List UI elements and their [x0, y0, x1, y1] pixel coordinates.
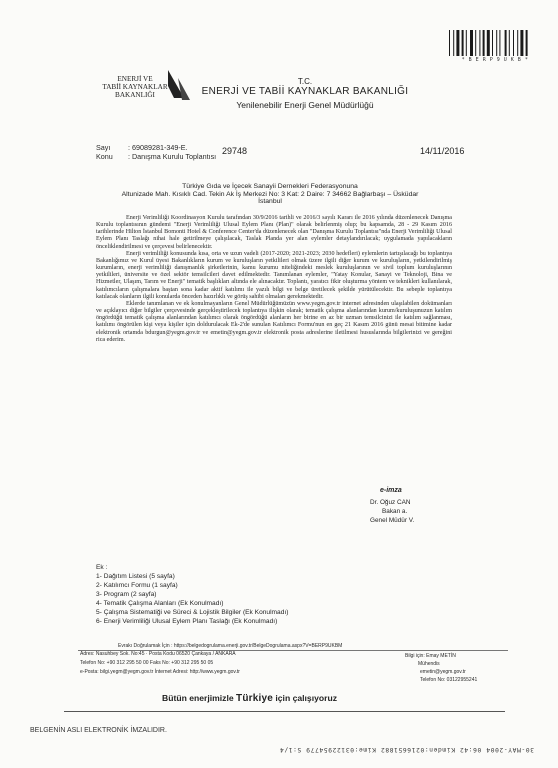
attachment-item: 3- Program (2 sayfa): [96, 591, 157, 598]
logo-text: [96, 75, 174, 100]
footer-phone: Telefon No: +90 312 295 50 00 Faks No: +90 312 295 50 05: [80, 660, 214, 666]
recipient-address: Altunizade Mah. Kısıklı Cad. Tekin Ak İş Merkezi No: 3 Kat: 2 Daire: 7 34662 Bağlarbaşı – Üsküdar İstanbul: [121, 191, 419, 205]
letter-body: [96, 215, 452, 344]
footer-address: Adres: Nasuhbey Sok. No:45 · Posta Kodu 06520 Çankaya / ANKARA: [80, 651, 236, 657]
barcode-icon: [448, 30, 540, 56]
attachment-item: 4- Tematik Çalışma Alanları (Ek Konulmadı): [96, 600, 224, 607]
e-signature-mark: e-imza: [380, 487, 402, 494]
fax-header-line: 30-MAY-2004 06:42 Kimden:0216651882 Kime:03122954779 S:1/4: [279, 746, 534, 753]
document-date: 14/11/2016: [420, 146, 465, 156]
paragraph: Enerji Verimliliği Koordinasyon Kurulu tarafından 30/9/2016 tarihli ve 2016/3 sayılı Kararı ile 2016 yılında düzenlenecek Danışma Kurulu toplantısının gündemi "Enerji Verimliliği Ulusal Eylem Planı (Plan)" olarak belirlenmiş olup; bu kapsamda, 28 - 29 Kasım 2016 tarihlerinde Hilton İstanbul Bomonti Hotel & Conference Center'da düzenlenecek olan "Danışma Kurulu Toplantısı"nda Enerji Verimliliği Ulusal Eylem Planı Taslağı nihai hale getirilmeye çalışılacak, Taslak Planda yer alan eylemler detaylandırılacak; uygulamada yapılacakların önceliklendirilmesi ve çerçevesi belirlenecektir.: [96, 215, 452, 250]
footer-rule: [64, 711, 505, 712]
slogan-country: Türkiye: [236, 693, 273, 704]
verify-link[interactable]: Evrakı Doğrulamak İçin : https://belgedogrulama.enerji.gov.tr/BelgeDogrulama.aspx?V=BERP9UKBM: [118, 643, 343, 649]
contact-title: Mühendis: [418, 661, 440, 667]
attachment-item: 6- Enerji Verimliliği Ulusal Eylem Planı Taslağı (Ek Konulmadı): [96, 618, 278, 625]
sayi-label: Sayı: [96, 143, 111, 152]
header-directorate: Yenilenebilir Enerji Genel Müdürlüğü: [236, 100, 374, 110]
konu-label: Konu: [96, 152, 113, 161]
attachment-item: 2- Katılımcı Formu (1 sayfa): [96, 582, 178, 589]
slogan: [162, 693, 337, 704]
recipient-name: Türkiye Gıda ve İçecek Sanayii Dernekleri Federasyonuna: [182, 183, 358, 190]
logo-line: BAKANLIĞI: [115, 91, 155, 100]
contact-email: emetin@yegm.gov.tr: [420, 669, 466, 675]
attachment-item: 1- Dağıtım Listesi (5 sayfa): [96, 573, 175, 580]
barcode-number: * B E R P 9 U K B *: [461, 57, 529, 63]
paragraph: Eklerde tanımlanan ve ek konulmayanların Genel Müdürlüğümüzün www.yegm.gov.tr internet adresinden ulaşılabilen dokümanları ve açıklayıcı diğer bilgiler çerçevesinde gerçekleştirilecek toplantıya ilişkin olarak; tematik çalışma alanlarından kurum/kuruluşunuzun katılım öngördüğü tematik çalışma alanlarından katılımcı olarak öngördüğü alanların her birine en az bir uzman temsilcinizi ile katılım sağlanması, katılımı öngörülen kişi veya kişiler için doldurulacak Ek-2'de sunulan Katılımcı Formu'nun en geç 21 Kasım 2016 günü mesai bitimine kadar elektronik ortamda bdurgun@yegm.gov.tr ve emetin@yegm.gov.tr elektronik posta adreslerine iletilmesi hususlarında bilgilerinizi ve gereğini rica ederim.: [96, 300, 452, 343]
slogan-after: için çalışıyoruz: [273, 693, 337, 703]
stamp-number: 29748: [222, 146, 248, 156]
logo-line: TABİİ KAYNAKLAR: [102, 83, 168, 92]
paragraph: Enerji verimliliği konusunda kısa, orta ve uzun vadeli (2017-2020; 2021-2023; 2030 hedefleri) eylemlerin tartışılacağı bu toplantıya Bakanlığımız ve Kurul üyesi Bakanlıkların kurum ve kuruluşların yetkilileri olmak üzere ilgili diğer kurum ve kuruluşların, yetkilendirilmiş kurumların, enerji verimliliği danışmanlık şirketlerinin, kamu kurumu niteliğindeki meslek kuruluşlarının ve sivil toplum kuruluşlarının yetkilileri, üniversite ve özel sektör temsilcileri davet edilmektedir. Tanımlanan eylemler, "Yatay Konular, Sanayi ve Teknoloji, Bina ve Hizmetler, Ulaşım, Tarım ve Enerji" tematik başlıkları altında ele alınacaktır. Toplantı, yaratıcı fikir oluşturma yöntem ve teknikleri kullanılarak, katılımcıların çalışmalara baştan sona kadar aktif katılımı ile yazılı bilgi ve belge üretilecek şekilde yürütülecektir. Bu sebeple toplantıya katılacak olanların ilgili konularda önceden hazırlıklı ve görüş sahibi olmaları gerekmektedir.: [96, 250, 452, 300]
header-tc: T.C.: [297, 77, 313, 86]
attachments-list: [96, 563, 288, 626]
attachment-item: 5- Çalışma Sistematiği ve Süreci & Lojistik Bilgiler (Ek Konulmadı): [96, 609, 289, 616]
contact-person: Bilgi için: Emay METİN: [405, 653, 456, 659]
signatory-name: Dr. Oğuz CAN: [370, 499, 411, 506]
header-ministry: ENERJİ VE TABİİ KAYNAKLAR BAKANLIĞI: [201, 86, 409, 97]
footer-web: e-Posta: bilgi.yegm@yegm.gov.tr İnternet Adresi: http://www.yegm.gov.tr: [80, 669, 240, 675]
slogan-before: Bütün enerjimizle: [162, 693, 237, 703]
logo-line: ENERJİ VE: [117, 75, 153, 83]
contact-phone: Telefon No: 03122955241: [420, 677, 478, 683]
konu-value: : Danışma Kurulu Toplantısı: [128, 152, 217, 161]
original-notice: BELGENİN ASLI ELEKTRONİK İMZALIDIR.: [30, 727, 167, 734]
sayi-value: : 69089281-349-E.: [128, 143, 188, 152]
signatory-title: Genel Müdür V.: [370, 517, 415, 524]
attachments-heading: Ek :: [96, 564, 108, 571]
signatory-title: Bakan a.: [382, 508, 408, 515]
